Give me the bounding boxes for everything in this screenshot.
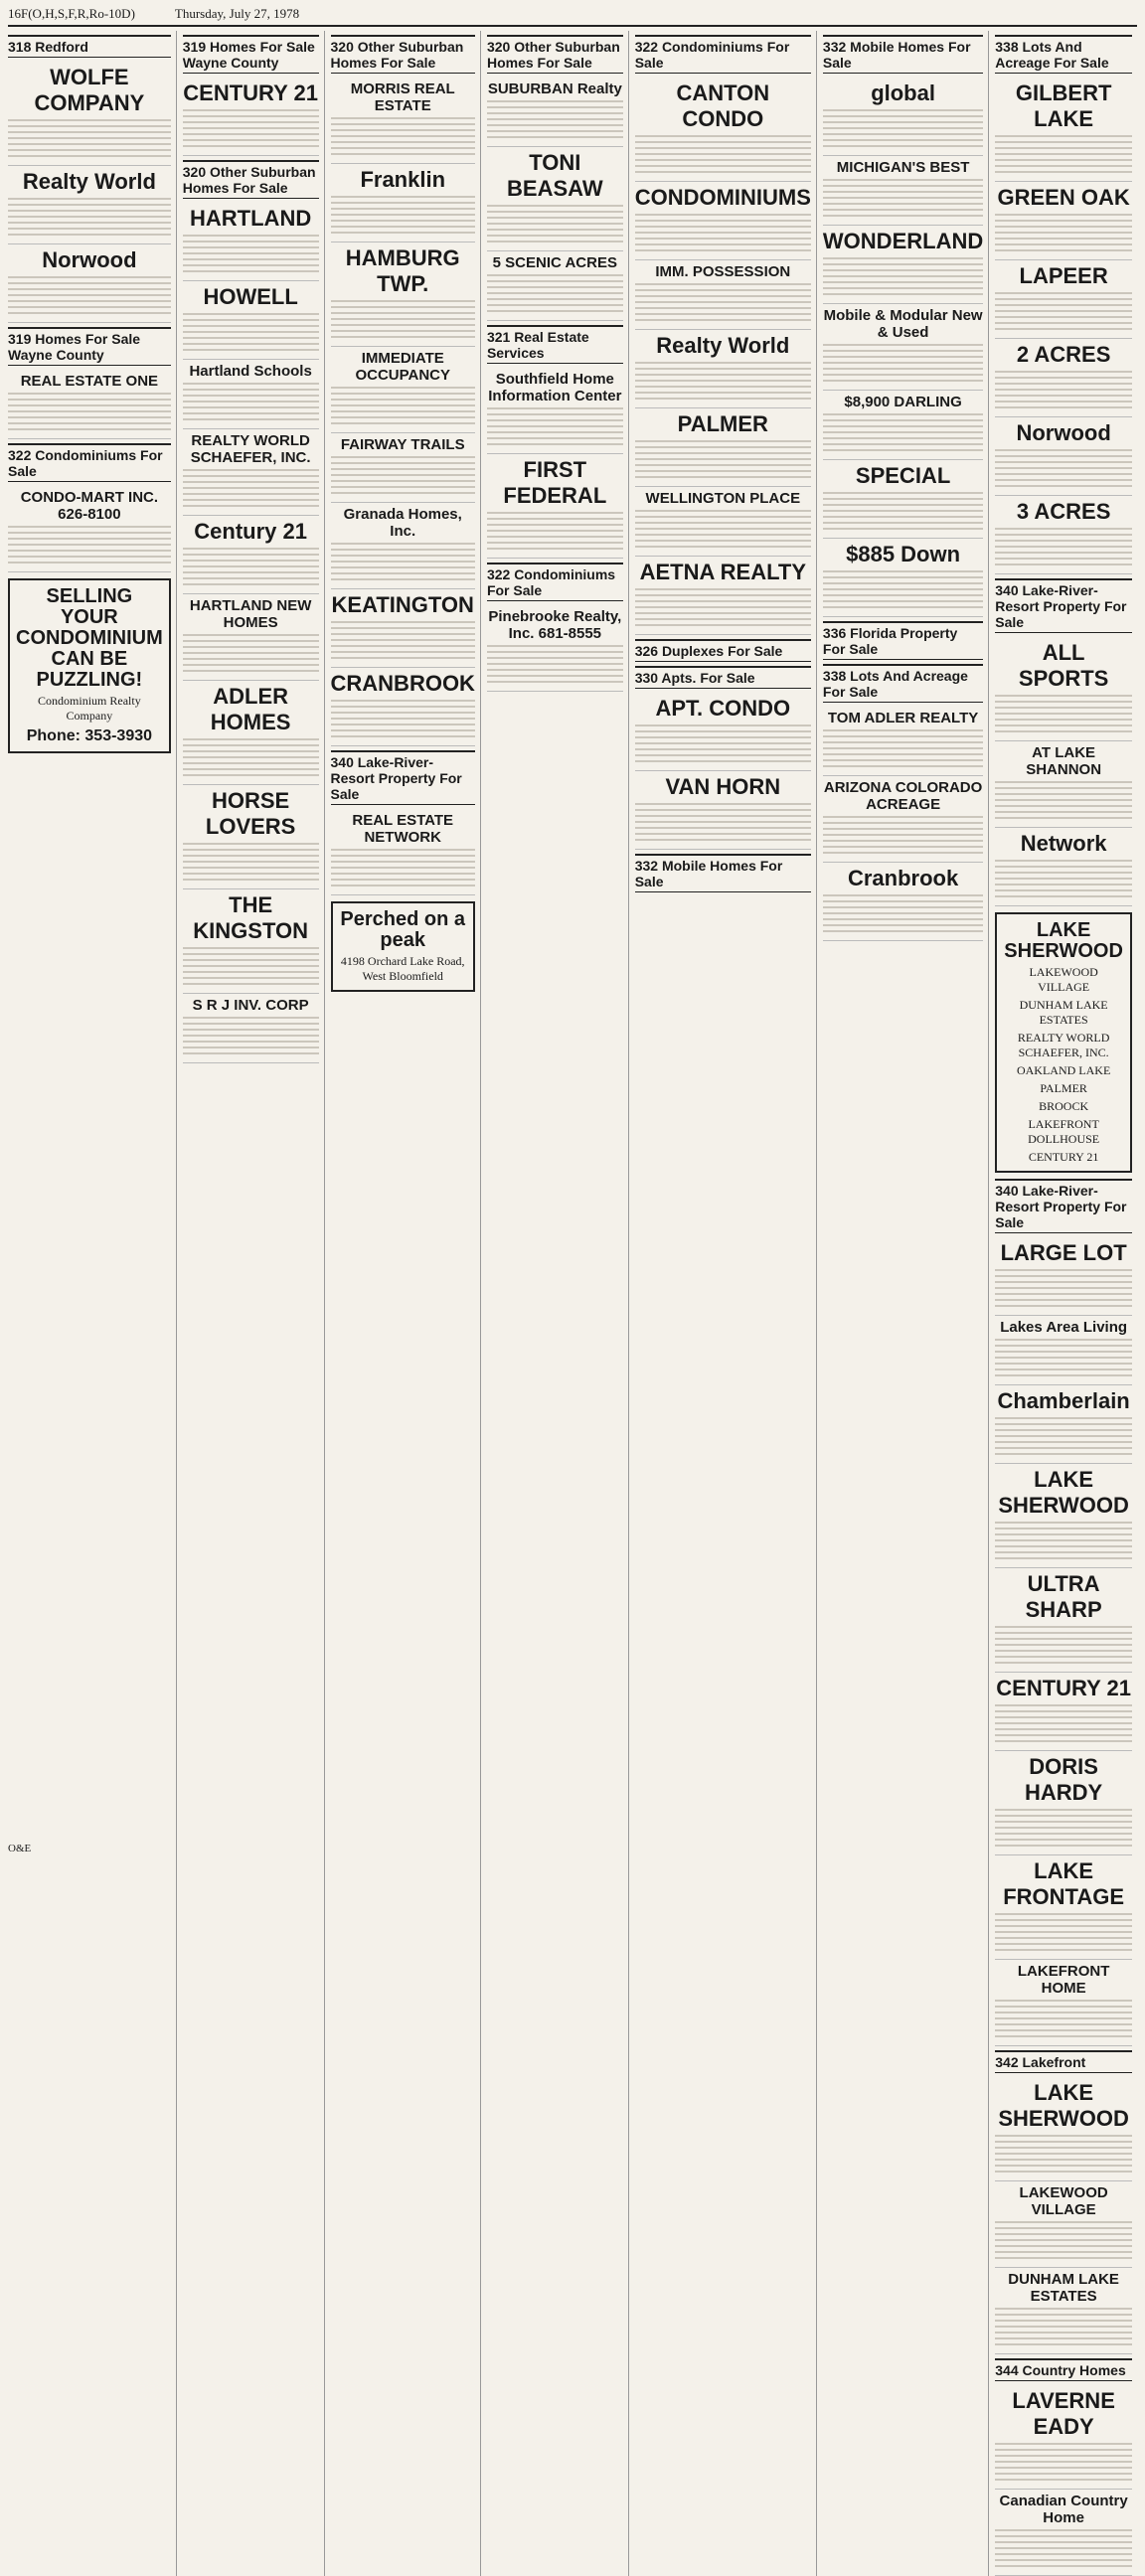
illegible-ad-text: [487, 407, 623, 445]
advertiser-name: CONDOMINIUMS: [634, 185, 811, 210]
advertiser-name: Pinebrooke Realty, Inc. 681-8555: [488, 608, 622, 642]
advertiser-name: Hartland Schools: [189, 363, 312, 380]
advertiser-name: ULTRA SHARP: [1025, 1571, 1102, 1622]
illegible-ad-text: [183, 469, 319, 507]
advertiser-name: CRANBROOK: [330, 671, 475, 696]
advertiser-name: MORRIS REAL ESTATE: [350, 80, 455, 114]
advertiser-name: 3 ACRES: [1016, 499, 1111, 524]
section-heading: 338 Lots And Acreage For Sale: [823, 664, 983, 703]
classified-ad: [995, 2077, 1132, 2181]
advertiser-name: ARIZONA COLORADO ACREAGE: [823, 779, 983, 813]
classified-ad: [995, 496, 1132, 574]
condominium-display-ad: [8, 578, 171, 753]
west-bloomfield-display-ad: [331, 901, 475, 992]
classified-ad: [635, 182, 811, 260]
illegible-ad-text: [995, 2000, 1132, 2037]
classified-ad: [183, 994, 319, 1063]
illegible-ad-text: [995, 135, 1132, 173]
illegible-ad-text: [995, 1269, 1132, 1307]
advertiser-name: Norwood: [42, 247, 137, 272]
illegible-ad-text: [995, 781, 1132, 819]
illegible-ad-text: [823, 816, 983, 854]
illegible-ad-text: [331, 621, 475, 659]
advertiser-name: HAMBURG TWP.: [345, 245, 460, 296]
classified-ad: [635, 487, 811, 557]
advertiser-name: FAIRWAY TRAILS: [340, 436, 465, 453]
section-heading: 330 Apts. For Sale: [635, 666, 811, 689]
illegible-ad-text: [823, 729, 983, 767]
illegible-ad-text: [635, 283, 811, 321]
illegible-ad-text: [635, 510, 811, 548]
advertiser-name: HORSE LOVERS: [205, 788, 296, 839]
advertiser-name: TOM ADLER REALTY: [827, 710, 979, 726]
advertiser-name: 5 SCENIC ACRES: [492, 254, 617, 271]
advertiser-name: S R J INV. CORP: [192, 997, 309, 1014]
illegible-ad-text: [635, 803, 811, 841]
section-heading: 320 Other Suburban Homes For Sale: [183, 160, 319, 199]
classified-ad: [331, 589, 475, 668]
display-ad-line: LAKEFRONT DOLLHOUSE: [1028, 1117, 1100, 1146]
advertiser-name: LAVERNE EADY: [1012, 2388, 1115, 2439]
classified-ad: [823, 226, 983, 304]
classified-ad: [823, 304, 983, 391]
illegible-ad-text: [823, 894, 983, 932]
classified-ad: [487, 454, 623, 559]
illegible-ad-text: [995, 860, 1132, 897]
display-ad-line: CENTURY 21: [1028, 1150, 1099, 1164]
advertiser-name: CENTURY 21: [183, 80, 318, 105]
page-date: Thursday, July 27, 1978: [174, 6, 300, 21]
display-ad-line: LAKEWOOD VILLAGE: [1029, 965, 1098, 994]
illegible-ad-text: [995, 449, 1132, 487]
classified-ad: [995, 417, 1132, 496]
classified-ad: [183, 889, 319, 994]
column-5: [635, 31, 817, 2576]
advertiser-name: CONDO-MART INC. 626-8100: [20, 489, 159, 523]
classified-ad: [635, 78, 811, 182]
advertiser-name: Chamberlain: [997, 1388, 1130, 1413]
section-heading: 320 Other Suburban Homes For Sale: [487, 35, 623, 74]
classified-ad: [635, 557, 811, 635]
display-ad-title: SELLING YOUR CONDOMINIUM CAN BE PUZZLING!: [16, 585, 163, 691]
advertiser-name: TONI BEASAW: [507, 150, 603, 201]
illegible-ad-text: [823, 179, 983, 217]
classified-ad: [635, 260, 811, 330]
illegible-ad-text: [331, 300, 475, 338]
classified-ad: [995, 828, 1132, 906]
advertiser-name: AT LAKE SHANNON: [1026, 744, 1102, 778]
illegible-ad-text: [823, 570, 983, 608]
classified-ad: [995, 2385, 1132, 2490]
advertiser-name: WELLINGTON PLACE: [645, 490, 801, 507]
illegible-ad-text: [8, 526, 171, 564]
column-6: [823, 31, 989, 2576]
advertiser-name: LAKE SHERWOOD: [998, 2080, 1129, 2131]
illegible-ad-text: [823, 109, 983, 147]
classified-ad: [331, 347, 475, 433]
classified-ad: [183, 203, 319, 281]
advertiser-name: LAKE SHERWOOD: [998, 1467, 1129, 1518]
classified-ad: [823, 863, 983, 941]
classified-ad: [487, 251, 623, 321]
advertiser-name: Lakes Area Living: [1000, 1319, 1128, 1336]
illegible-ad-text: [183, 843, 319, 881]
section-heading: 340 Lake-River-Resort Property For Sale: [331, 750, 475, 805]
classified-ad: [183, 78, 319, 156]
advertiser-name: SPECIAL: [855, 463, 951, 488]
advertiser-name: LAPEER: [1019, 263, 1108, 288]
display-ad-line: OAKLAND LAKE: [1016, 1063, 1111, 1077]
classified-ad: [331, 503, 475, 589]
advertiser-name: LAKE FRONTAGE: [1003, 1858, 1125, 1909]
section-heading: 332 Mobile Homes For Sale: [635, 854, 811, 892]
advertiser-name: THE KINGSTON: [193, 892, 308, 943]
illegible-ad-text: [635, 588, 811, 626]
advertiser-name: HARTLAND NEW HOMES: [189, 597, 312, 631]
column-4: [487, 31, 629, 2576]
advertiser-name: DUNHAM LAKE ESTATES: [1008, 2271, 1119, 2305]
advertiser-name: FIRST FEDERAL: [503, 457, 607, 508]
classified-ad: [8, 486, 171, 572]
classified-ad: [995, 2490, 1132, 2576]
classified-ad: [183, 360, 319, 429]
illegible-ad-text: [995, 695, 1132, 732]
display-ad-line: REALTY WORLD SCHAEFER, INC.: [1017, 1031, 1110, 1059]
advertiser-name: CENTURY 21: [996, 1676, 1131, 1700]
advertiser-name: Network: [1020, 831, 1107, 856]
advertiser-name: LAKEFRONT HOME: [1017, 1963, 1110, 1997]
illegible-ad-text: [823, 492, 983, 530]
illegible-ad-text: [995, 214, 1132, 251]
advertiser-name: IMMEDIATE OCCUPANCY: [355, 350, 450, 384]
page-footer: O&E: [8, 1843, 32, 1854]
classified-ad: [995, 1673, 1132, 1751]
advertiser-name: ADLER HOMES: [210, 684, 291, 734]
section-heading: 342 Lakefront: [995, 2050, 1132, 2073]
classified-ad: [8, 370, 171, 439]
illegible-ad-text: [995, 1809, 1132, 1847]
advertiser-name: LAKEWOOD VILLAGE: [1019, 2184, 1108, 2218]
illegible-ad-text: [183, 634, 319, 672]
classified-ad: [995, 741, 1132, 828]
display-ad-title: LAKE SHERWOOD: [1004, 919, 1123, 962]
illegible-ad-text: [635, 362, 811, 400]
classified-ad: [331, 164, 475, 242]
classified-ad: [331, 809, 475, 895]
advertiser-name: IMM. POSSESSION: [655, 263, 791, 280]
classified-ad: [487, 147, 623, 251]
section-heading: 322 Condominiums For Sale: [8, 443, 171, 482]
illegible-ad-text: [635, 724, 811, 762]
classified-ad: [8, 244, 171, 323]
classified-ad: [995, 1316, 1132, 1385]
classified-ad: [183, 594, 319, 681]
classified-ad: [823, 78, 983, 156]
advertiser-name: Southfield Home Information Center: [488, 371, 622, 404]
illegible-ad-text: [331, 456, 475, 494]
advertiser-name: DORIS HARDY: [1025, 1754, 1103, 1805]
classified-ad: [8, 166, 171, 244]
section-heading: 320 Other Suburban Homes For Sale: [331, 35, 475, 74]
advertiser-name: REAL ESTATE ONE: [20, 373, 159, 390]
classified-ad: [487, 78, 623, 147]
section-heading: 344 Country Homes: [995, 2358, 1132, 2381]
illegible-ad-text: [487, 205, 623, 242]
illegible-ad-text: [183, 235, 319, 272]
illegible-ad-text: [183, 738, 319, 776]
illegible-ad-text: [995, 292, 1132, 330]
illegible-ad-text: [331, 543, 475, 580]
illegible-ad-text: [995, 2308, 1132, 2345]
section-heading: 338 Lots And Acreage For Sale: [995, 35, 1132, 74]
illegible-ad-text: [487, 645, 623, 683]
display-ad-title: Perched on a peak: [340, 908, 466, 951]
column-1: [8, 31, 177, 2576]
classified-ad: [823, 460, 983, 539]
advertiser-name: Franklin: [360, 167, 446, 192]
advertiser-name: REALTY WORLD SCHAEFER, INC.: [190, 432, 311, 466]
advertiser-name: Granada Homes, Inc.: [343, 506, 462, 540]
advertiser-name: $885 Down: [846, 542, 961, 566]
section-heading: 332 Mobile Homes For Sale: [823, 35, 983, 74]
advertiser-name: Mobile & Modular New & Used: [823, 307, 983, 341]
classified-ad: [823, 776, 983, 863]
classified-ad: [487, 368, 623, 454]
section-heading: 340 Lake-River-Resort Property For Sale: [995, 1179, 1132, 1233]
classified-ad: [183, 785, 319, 889]
classified-ad: [995, 1385, 1132, 1464]
advertiser-name: MICHIGAN'S BEST: [836, 159, 970, 176]
classified-ad: [823, 539, 983, 617]
advertiser-name: 2 ACRES: [1016, 342, 1111, 367]
classified-ad: [995, 2181, 1132, 2268]
display-ad-line: 4198 Orchard Lake Road, West Bloomfield: [340, 954, 465, 983]
classified-ad: [635, 693, 811, 771]
illegible-ad-text: [8, 276, 171, 314]
advertiser-name: WOLFE COMPANY: [34, 65, 145, 115]
classified-ad: [995, 78, 1132, 182]
advertiser-name: GILBERT LAKE: [1015, 80, 1112, 131]
illegible-ad-text: [995, 1522, 1132, 1559]
classified-ad: [331, 242, 475, 347]
illegible-ad-text: [331, 387, 475, 424]
display-ad-line: PALMER: [1040, 1081, 1087, 1095]
illegible-ad-text: [183, 383, 319, 420]
classified-ad: [995, 637, 1132, 741]
classified-ad: [995, 1751, 1132, 1855]
section-heading: 336 Florida Property For Sale: [823, 621, 983, 660]
advertiser-name: CANTON CONDO: [676, 80, 770, 131]
column-7: [995, 31, 1137, 2576]
illegible-ad-text: [487, 512, 623, 550]
illegible-ad-text: [183, 947, 319, 985]
column-2: [183, 31, 325, 2576]
illegible-ad-text: [995, 1626, 1132, 1664]
advertiser-name: REAL ESTATE NETWORK: [352, 812, 454, 846]
illegible-ad-text: [8, 198, 171, 236]
classified-ad: [995, 1568, 1132, 1673]
illegible-ad-text: [995, 2529, 1132, 2567]
classified-ad: [635, 330, 811, 408]
illegible-ad-text: [823, 257, 983, 295]
illegible-ad-text: [823, 413, 983, 451]
masthead: [8, 6, 1137, 27]
advertiser-name: Realty World: [22, 169, 156, 194]
classified-ad: [823, 391, 983, 460]
illegible-ad-text: [8, 393, 171, 430]
classified-ad: [995, 1855, 1132, 1960]
advertiser-name: AETNA REALTY: [639, 560, 807, 584]
illegible-ad-text: [183, 548, 319, 585]
section-heading: 319 Homes For Sale Wayne County: [183, 35, 319, 74]
section-heading: 318 Redford: [8, 35, 171, 58]
classified-ad: [995, 2268, 1132, 2354]
classified-ad: [183, 429, 319, 516]
illegible-ad-text: [995, 1913, 1132, 1951]
advertiser-name: KEATINGTON: [331, 592, 474, 617]
classified-ad: [823, 707, 983, 776]
illegible-ad-text: [635, 214, 811, 251]
advertiser-name: Norwood: [1016, 420, 1111, 445]
section-heading: 322 Condominiums For Sale: [487, 563, 623, 601]
advertiser-name: ALL SPORTS: [1018, 640, 1109, 691]
advertiser-name: HARTLAND: [190, 206, 312, 231]
section-heading: 340 Lake-River-Resort Property For Sale: [995, 578, 1132, 633]
section-heading: 326 Duplexes For Sale: [635, 639, 811, 662]
illegible-ad-text: [995, 2221, 1132, 2259]
illegible-ad-text: [635, 440, 811, 478]
illegible-ad-text: [487, 100, 623, 138]
illegible-ad-text: [331, 700, 475, 737]
advertiser-name: VAN HORN: [665, 774, 781, 799]
classified-ad: [995, 182, 1132, 260]
advertiser-name: GREEN OAK: [997, 185, 1130, 210]
classified-ad: [331, 668, 475, 746]
illegible-ad-text: [995, 2443, 1132, 2481]
classified-ad: [331, 433, 475, 503]
advertiser-name: Cranbrook: [847, 866, 959, 890]
classified-ad: [183, 681, 319, 785]
page-label: 16F(O,H,S,F,R,Ro-10D): [8, 6, 135, 21]
advertiser-name: Canadian Country Home: [999, 2493, 1128, 2526]
illegible-ad-text: [183, 313, 319, 351]
lakefront-display-ad: [995, 912, 1132, 1173]
advertiser-name: WONDERLAND: [822, 229, 984, 253]
illegible-ad-text: [823, 344, 983, 382]
display-ad-line: DUNHAM LAKE ESTATES: [1019, 998, 1108, 1027]
illegible-ad-text: [995, 2135, 1132, 2173]
classified-ad: [995, 260, 1132, 339]
illegible-ad-text: [331, 849, 475, 886]
column-3: [331, 31, 481, 2576]
advertiser-name: HOWELL: [203, 284, 298, 309]
classified-ad: [331, 78, 475, 164]
section-heading: 321 Real Estate Services: [487, 325, 623, 364]
advertiser-name: PALMER: [677, 411, 768, 436]
advertiser-name: global: [871, 80, 935, 105]
illegible-ad-text: [183, 1017, 319, 1054]
section-heading: 322 Condominiums For Sale: [635, 35, 811, 74]
illegible-ad-text: [183, 109, 319, 147]
advertiser-name: Century 21: [194, 519, 307, 544]
illegible-ad-text: [331, 117, 475, 155]
display-ad-phone: Phone: 353-3930: [26, 727, 153, 744]
classified-ad: [635, 771, 811, 850]
classified-ad: [635, 408, 811, 487]
illegible-ad-text: [487, 274, 623, 312]
illegible-ad-text: [8, 119, 171, 157]
classified-ad: [995, 1464, 1132, 1568]
advertiser-name: $8,900 DARLING: [844, 394, 962, 410]
illegible-ad-text: [331, 196, 475, 234]
classified-ad: [183, 516, 319, 594]
classified-ad: [183, 281, 319, 360]
advertiser-name: LARGE LOT: [1000, 1240, 1127, 1265]
classified-ad: [995, 339, 1132, 417]
illegible-ad-text: [995, 1339, 1132, 1376]
classified-ad: [8, 62, 171, 166]
classified-ad: [487, 605, 623, 692]
illegible-ad-text: [995, 1417, 1132, 1455]
advertiser-name: APT. CONDO: [655, 696, 791, 721]
classified-ad: [995, 1237, 1132, 1316]
classified-ad: [995, 1960, 1132, 2046]
advertiser-name: Realty World: [656, 333, 790, 358]
illegible-ad-text: [995, 528, 1132, 565]
display-ad-line: BROOCK: [1039, 1099, 1089, 1113]
display-ad-line: Condominium Realty Company: [38, 694, 141, 723]
advertiser-name: SUBURBAN Realty: [487, 80, 622, 97]
section-heading: 319 Homes For Sale Wayne County: [8, 327, 171, 366]
illegible-ad-text: [995, 1704, 1132, 1742]
illegible-ad-text: [635, 135, 811, 173]
classified-ad: [823, 156, 983, 226]
illegible-ad-text: [995, 371, 1132, 408]
